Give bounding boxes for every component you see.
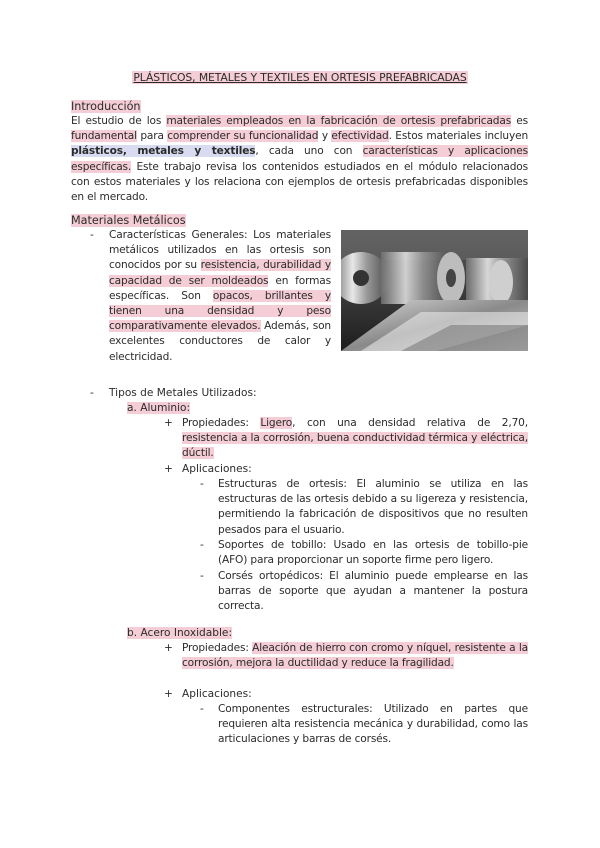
general-characteristics: Características Generales: Los materiales metálicos utilizados en las ortesis son conocidos por su resistencia, durabilidad y capacidad de ser moldeados en formas específicas. Son opacos, brillantes y tienen una densidad y peso comparativamente elevados. Además, son excelentes conductores de calor y electricidad. [109,229,332,363]
bullet-plus: + [164,642,173,654]
aluminum-applications-label: Aplicaciones: [182,463,252,475]
aluminum-app-corsets: Corsés ortopédicos: El aluminio puede emplearse en las barras de soporte que ayudan a mantener la postura correcta. [218,570,528,613]
bullet-dash: - [90,387,94,399]
bullet-dash: - [90,229,94,241]
bullet-dash: - [200,478,204,490]
steel-applications-label: Aplicaciones: [182,688,252,700]
metal-rolls-photo [341,230,528,351]
metals-heading: Materiales Metálicos [71,214,186,227]
aluminum-app-structures: Estructuras de ortesis: El aluminio se utiliza en las estructuras de las ortesis debido a su ligereza y resistencia, permitiendo la fabricación de dispositivos que no resulten pesados para el usuario. [218,478,528,536]
types-label: Tipos de Metales Utilizados: [109,387,257,399]
aluminum-properties: Propiedades: Ligero, con una densidad relativa de 2,70, resistencia a la corrosión, buena conductividad térmica y eléctrica, dúctil. [182,417,528,460]
steel-properties: Propiedades: Aleación de hierro con cromo y níquel, resistente a la corrosión, mejora la ductilidad y reduce la fragilidad. [182,642,528,670]
aluminum-app-ankle: Soportes de tobillo: Usado en las ortesis de tobillo-pie (AFO) para proporcionar un soporte firme pero ligero. [218,539,528,567]
document-title: PLÁSTICOS, METALES Y TEXTILES EN ORTESIS PREFABRICADAS [133,71,467,84]
steel-app-structural: Componentes estructurales: Utilizado en partes que requieren alta resistencia mecánica y durabilidad, como las articulaciones y barras de corsés. [218,703,528,746]
bullet-plus: + [164,463,173,475]
bullet-dash: - [200,703,204,715]
bullet-plus: + [164,688,173,700]
steel-label: b. Acero Inoxidable: [127,627,233,639]
bullet-dash: - [200,539,204,551]
intro-heading: Introducción [71,100,141,113]
bullet-plus: + [164,417,173,429]
aluminum-label: a. Aluminio: [127,402,191,414]
bullet-dash: - [200,570,204,582]
intro-paragraph: El estudio de los materiales empleados en la fabricación de ortesis prefabricadas es fundamental para comprender su funcionalidad y efectividad. Estos materiales incluyen plásticos, metales y textiles, cada uno con características y aplicaciones específicas. Este trabajo revisa los contenidos estudiados en el módulo relacionados con estos materiales y los relaciona con ejemplos de ortesis prefabricadas disponibles en el mercado. [71,115,529,204]
